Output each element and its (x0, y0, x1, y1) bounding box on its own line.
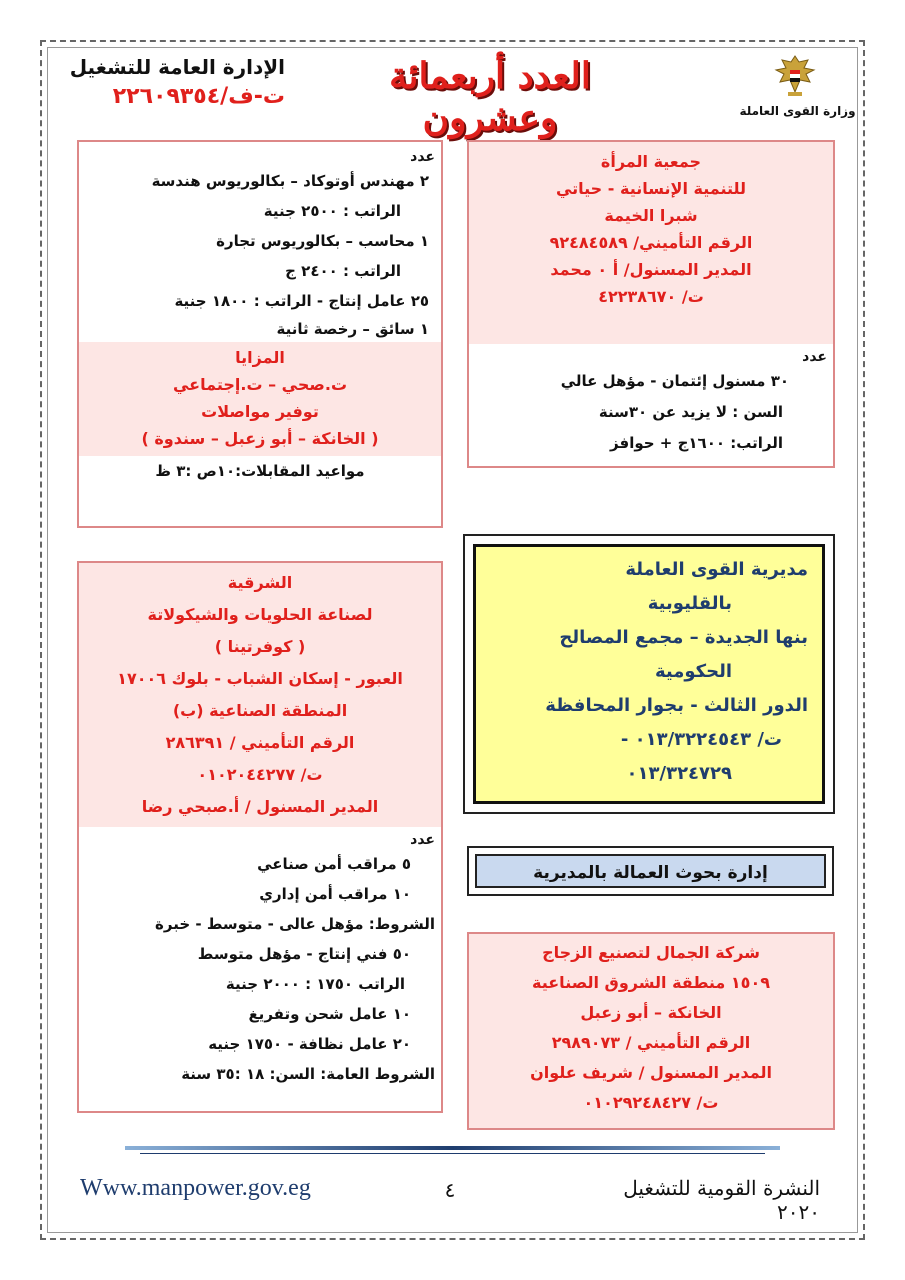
phone-number: ت/ ٤٢٢٣٨٦٧٠ (598, 287, 704, 306)
eagle-emblem-icon (770, 52, 820, 100)
interview-times: مواعيد المقابلات:١٠ص :٣ ظ (155, 462, 365, 480)
ministry-name: وزارة القوى العاملة (739, 104, 856, 118)
directorate-address: بنها الجديدة – مجمع المصالح (559, 627, 808, 648)
issue-title: العدد أربعمائة وعشرون (389, 55, 591, 139)
directorate-floor: الدور الثالث - بجوار المحافظة (545, 695, 808, 716)
listing-glass-company (467, 932, 835, 1130)
company-name: جمعية المرأة (600, 152, 702, 171)
job-line: الراتب : ٢٤٠٠ ج (285, 262, 401, 280)
job-line: ٢٠ عامل نظافة - ١٧٥٠ جنيه (208, 1035, 411, 1053)
directorate-phone: ت/ ٠١٣/٣٢٢٤٥٤٣ - (620, 729, 782, 750)
job-line: ١٠ عامل شحن وتفريغ (248, 1005, 411, 1023)
job-line: الراتب : ٢٥٠٠ جنية (263, 202, 401, 220)
benefit-line: ت.صحي – ت.إجتماعي (172, 375, 348, 394)
dept-phone: ت-ف/٢٢٦٠٩٣٥٤ (112, 84, 285, 109)
job-line: ٥ مراقب أمن صناعي (257, 855, 411, 873)
count-header: عدد (410, 149, 435, 165)
job-line: ١ محاسب – بكالوريوس تجارة (216, 232, 429, 250)
listing-engineering-jobs (77, 140, 443, 528)
listing-womens-association (467, 140, 835, 468)
manager-name: المدير المسنول / شريف علوان (530, 1063, 772, 1082)
benefits-title: المزايا (235, 348, 285, 367)
job-line: الشروط: مؤهل عالى - متوسط - خبرة (155, 915, 435, 933)
count-header: عدد (410, 832, 435, 848)
job-line: الراتب ١٧٥٠ : ٢٠٠٠ جنية (225, 975, 405, 993)
job-line: ٢٥ عامل إنتاج - الراتب : ١٨٠٠ جنية (174, 292, 429, 310)
directorate-inner (473, 544, 825, 804)
job-line: الشروط العامة: السن: ١٨ :٣٥ سنة (181, 1065, 435, 1083)
job-line: ١ سائق – رخصة ثانية (276, 320, 429, 338)
directorate-phone: ٠١٣/٣٢٤٧٢٩ (626, 763, 732, 784)
directorate-line: بالقليوبية (647, 593, 732, 614)
job-line: ٢ مهندس أوتوكاد – بكالوريوس هندسة (151, 172, 429, 190)
directorate-name: مديرية القوى العاملة (625, 559, 808, 580)
company-info (79, 563, 441, 827)
page-number: ٤ (444, 1178, 456, 1202)
benefits-section (79, 342, 441, 456)
website-link[interactable]: Www.manpower.gov.eg (80, 1175, 311, 1201)
company-line: للتنمية الإنسانية - حياتي (555, 179, 747, 198)
job-line: ٥٠ فني إنتاج - مؤهل متوسط (197, 945, 411, 963)
dept-name: الإدارة العامة للتشغيل (69, 55, 285, 79)
insurance-number: الرقم التأميني/ ٩٢٤٨٤٥٨٩ (549, 233, 753, 252)
job-line: السن : لا يزيد عن ٣٠سنة (598, 403, 783, 421)
industrial-zone: المنطقة الصناعية (ب) (172, 701, 348, 720)
insurance-number: الرقم التأميني / ٢٨٦٣٩١ (165, 733, 355, 752)
phone-number: ت/ ٠١٠٢٩٢٤٨٤٢٧ (583, 1093, 719, 1112)
footer-rule-thin (140, 1153, 765, 1154)
company-address: ١٥٠٩ منطقة الشروق الصناعية (532, 973, 770, 992)
research-dept-box (467, 846, 834, 896)
company-name: شركة الجمال لتصنيع الزجاج (542, 943, 760, 962)
phone-number: ت/ ٠١٠٢٠٤٤٢٧٧ (197, 765, 323, 784)
directorate-box (463, 534, 835, 814)
company-brand: ( كوفرتينا ) (214, 637, 306, 656)
directorate-address: الحكومية (654, 661, 732, 682)
bulletin-title: النشرة القومية للتشغيل ٢٠٢٠ (623, 1176, 820, 1224)
research-dept-label: إدارة بحوث العمالة بالمديرية (475, 854, 826, 888)
job-line: الراتب: ١٦٠٠ج + حوافز (610, 434, 783, 452)
benefit-line: ( الخانكة – أبو زعبل – سندوة ) (141, 429, 379, 448)
company-name: الشرقية (227, 573, 293, 592)
footer-rule (125, 1146, 780, 1150)
listing-sharqia-sweets (77, 561, 443, 1113)
manager-name: المدير المسنول/ أ ٠ محمد (550, 260, 752, 279)
manager-name: المدير المسنول / أ.صبحي رضا (141, 797, 379, 816)
insurance-number: الرقم التأميني / ٢٩٨٩٠٧٣ (551, 1033, 751, 1052)
company-location: الخانكة – أبو زعبل (580, 1003, 722, 1022)
job-line: ٣٠ مسنول إئتمان - مؤهل عالي (560, 372, 789, 390)
company-line: لصناعة الحلويات والشيكولاتة (147, 605, 373, 624)
benefit-line: توفير مواصلات (201, 402, 319, 421)
company-location: شبرا الخيمة (604, 206, 698, 225)
company-address: العبور - إسكان الشباب - بلوك ١٧٠٠٦ (117, 669, 403, 688)
count-header: عدد (802, 349, 827, 365)
job-line: ١٠ مراقب أمن إداري (259, 885, 411, 903)
company-info (469, 142, 833, 344)
